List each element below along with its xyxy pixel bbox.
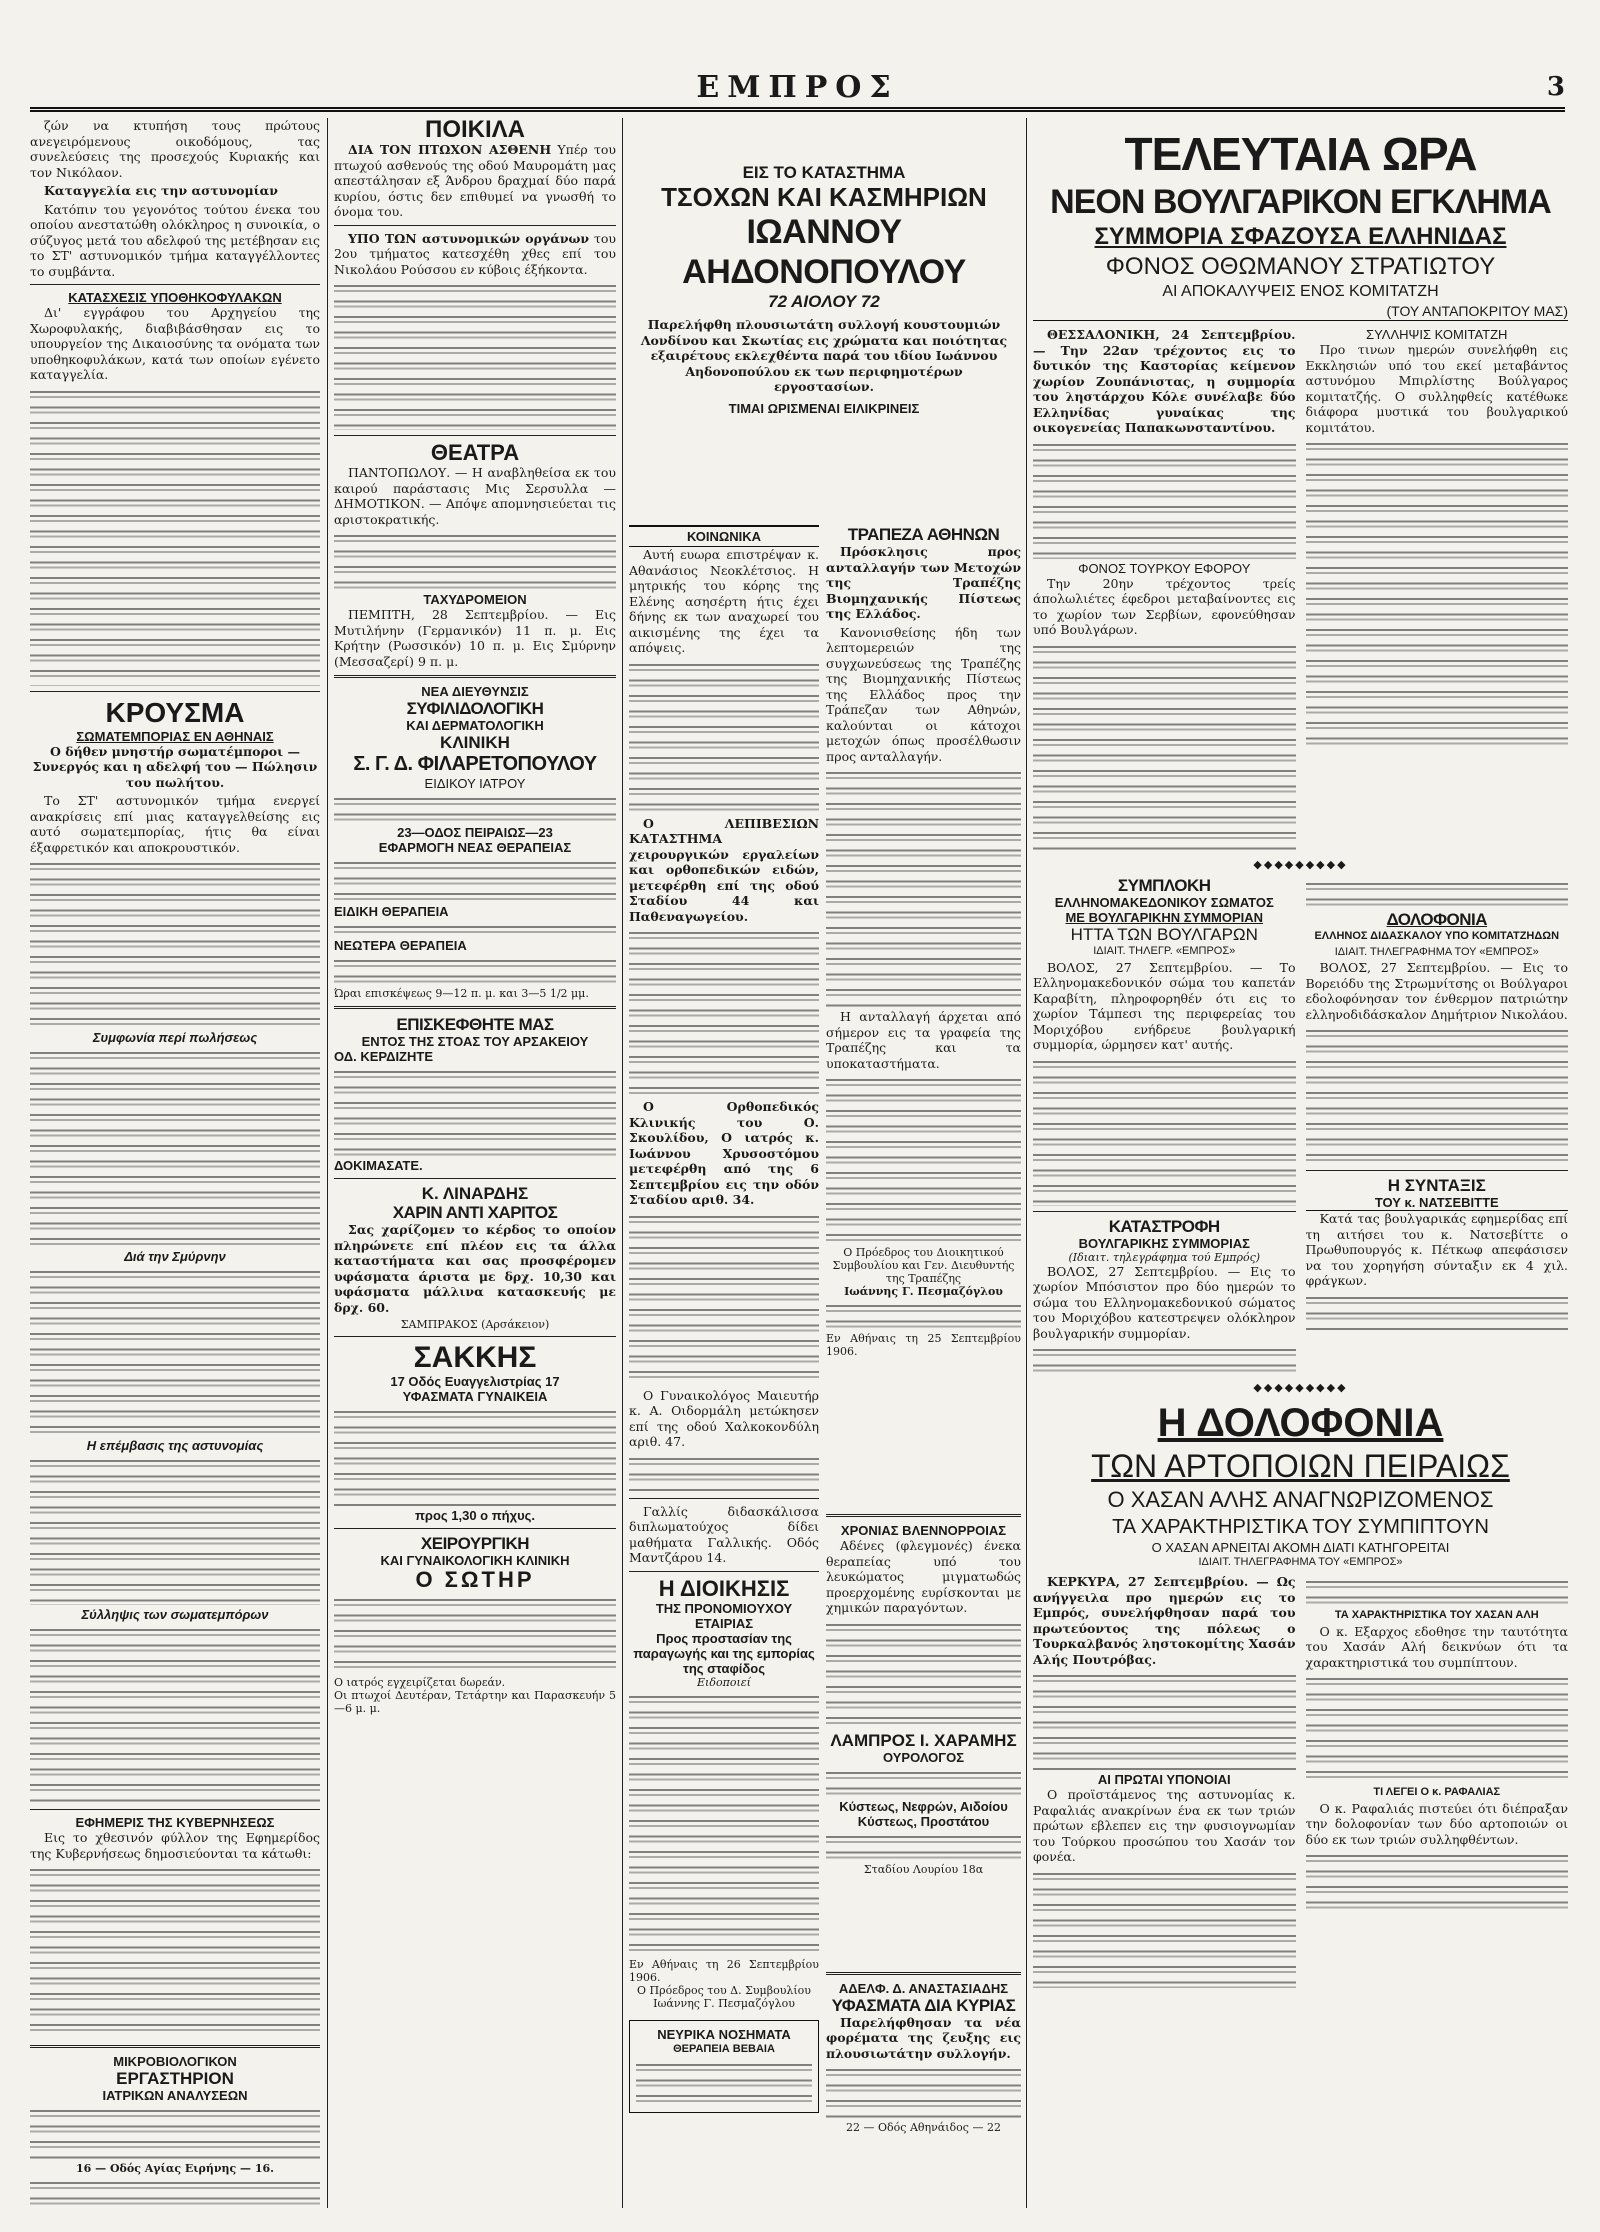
- ad-heading: ΑΔΕΛΦ. Δ. ΑΝΑΣΤΑΣΙΑΔΗΣ: [838, 1980, 1009, 1996]
- article-text: Εν Αθήναις τη 25 Σεπτεμβρίου 1906.: [826, 1332, 1021, 1358]
- text-block: [826, 1619, 1021, 1729]
- masthead: [30, 68, 1565, 112]
- divider: [30, 2045, 320, 2048]
- text-block: [1033, 1344, 1296, 1374]
- divider: [1033, 1211, 1296, 1212]
- text-block: [30, 2177, 320, 2213]
- ad-text: Ώραι επισκέψεως 9—12 π. μ. και 3—5 1/2 μμ.: [334, 987, 589, 1000]
- ad-heading: ΙΑΤΡΙΚΩΝ ΑΝΑΛΥΣΕΩΝ: [102, 2088, 248, 2103]
- article-left: [1033, 1574, 1296, 1990]
- ad-heading: ΥΦΑΣΜΑΤΑ ΓΥΝΑΙΚΕΙΑ: [402, 1389, 548, 1404]
- ad-heading: ΚΛΙΝΙΚΗ: [440, 733, 510, 752]
- text-block: [629, 927, 819, 1097]
- article-text: Η ανταλλαγή άρχεται από σήμερον εις τα γραφεία της Τραπέζης και τα υποκαταστήματα.: [826, 1009, 1021, 1071]
- text-block: [334, 793, 616, 823]
- ad-text: Σας χαρίζομεν το κέρδος το οποίον πληρώνετε επί πλέον εις τα άλλα καταστήματα και σας προσφέρομεν υφάσματα άριστα με δρχ. 10,30 και υφάσματα μάλλινα κατασκευής με δρχ. 60.: [334, 1222, 616, 1315]
- headline: ΚΑΤΑΣΤΡΟΦΗ: [1108, 1216, 1220, 1236]
- subhead: Διά την Σμύρνην: [124, 1249, 226, 1264]
- top-advertisement: [629, 118, 1019, 518]
- subhead: ΣΥΛΛΗΨΙΣ ΚΟΜΙΤΑΤΖΗ: [1366, 327, 1508, 342]
- ad-heading: 17 Οδός Ευαγγελιστρίας 17: [390, 1374, 560, 1389]
- subhead: ΤΙ ΛΕΓΕΙ Ο κ. ΡΑΦΑΛΙΑΣ: [1373, 1786, 1501, 1798]
- ad-text: Εν Αθήναις τη 26 Σεπτεμβρίου 1906.: [629, 1957, 819, 1984]
- ad-text: Παρελήφθησαν τα νέα φορέματα της ζευξης εις πλουσιωτάτην συλλογήν.: [826, 2014, 1021, 2061]
- article-lead: Πρόσκλησις προς ανταλλαγήν των Μετοχών της Τραπέζης Βιομηχανικής Πίστεως της Ελλάδος.: [826, 544, 1021, 621]
- divider: ◆◆◆◆◆◆◆◆◆: [1253, 1381, 1348, 1394]
- ad-heading: ΣΑΚΚΗΣ: [413, 1341, 537, 1374]
- article-text: Ο προϊστάμενος της αστυνομίας κ. Ραφαλιάς ανακρίνων ένα εκ των τριών πρώτων εβλεπεν εις την φυσιογνωμίαν του Τούρκου προσώπου του Χασάν τον φονέα.: [1033, 1787, 1296, 1864]
- ad-address: 16 — Οδός Αγίας Ειρήνης — 16.: [75, 2162, 274, 2175]
- section-heading: ΤΑΧΥΔΡΟΜΕΙΟΝ: [423, 592, 527, 607]
- text-block: [1306, 878, 1569, 908]
- section-heading: ΚΑΤΑΣΧΕΣΙΣ ΥΠΟΘΗΚΟΦΥΛΑΚΩΝ: [68, 290, 282, 305]
- headline: ΦΟΝΟΣ ΟΘΩΜΑΝΟΥ ΣΤΡΑΤΙΩΤΟΥ: [1105, 253, 1496, 280]
- headline: ΣΥΜΠΛΟΚΗ: [1117, 876, 1211, 895]
- column-3: [629, 525, 819, 2232]
- divider: [334, 1528, 616, 1529]
- text-block: [30, 1455, 320, 1605]
- ad-heading: Κ. ΛΙΝΑΡΔΗΣ: [421, 1184, 529, 1203]
- text-block: [629, 1211, 819, 1386]
- article-text: Ο Πρόεδρος του Διοικητικού Συμβουλίου και Γεν. Διευθυντής της Τραπέζης: [832, 1246, 1015, 1285]
- ad-heading: ΕΝΤΟΣ ΤΗΣ ΣΤΟΑΣ ΤΟΥ ΑΡΣΑΚΕΙΟΥ: [361, 1034, 589, 1049]
- article-text: Εις το χθεσινόν φύλλον της Εφημερίδος της Κυβερνήσεως δημοσιεύονται τα κάτωθι:: [30, 1830, 320, 1861]
- subhead: ΦΟΝΟΣ ΤΟΥΡΚΟΥ ΕΦΟΡΟΥ: [1078, 560, 1251, 576]
- article-right: [1306, 327, 1569, 853]
- ad-heading: ΣΥΦΙΛΙΔΟΛΟΓΙΚΗ: [406, 699, 544, 718]
- text-block: [334, 955, 616, 985]
- divider: [334, 1006, 616, 1009]
- ad-heading: ΕΙΣ ΤΟ ΚΑΤΑΣΤΗΜΑ: [742, 163, 906, 182]
- section-heading: ΚΡΟΥΣΜΑ: [105, 696, 245, 728]
- article-text: ζών να κτυπήση τους πρώτους ανεγειρόμενους οικοδόμους, τας συνελεύσεις της προσεχούς Κυριακής και τον Νικόλαον.: [30, 118, 320, 180]
- article-text: ΒΟΛΟΣ, 27 Σεπτεμβρίου. — Το Ελληνομακεδονικόν σώμα του καπετάν Καραβίτη, πληροφορηθέν ότι εις το χωρίον Τάμπεσι της περιφερείας του Μοριχόβου ενήδρευε βουλγαρική συμμορία, ώρμησεν κατ' αυτής.: [1033, 959, 1296, 1052]
- subheadline: Ο ΧΑΣΑΝ ΑΛΗΣ ΑΝΑΓΝΩΡΙΖΟΜΕΝΟΣ: [1107, 1486, 1494, 1512]
- text-block: [826, 1767, 1021, 1797]
- headline: ΤΕΛΕΥΤΑΙΑ ΩΡΑ: [1124, 128, 1477, 180]
- subheadline: ΒΟΥΛΓΑΡΙΚΗΣ ΣΥΜΜΟΡΙΑΣ: [1078, 1235, 1250, 1251]
- divider: [334, 1178, 616, 1179]
- ad-text: Οι πτωχοί Δευτέραν, Τετάρτην και Παρασκευήν 5—6 μ. μ.: [334, 1689, 616, 1715]
- article-text: Ο Γυναικολόγος Μαιευτήρ κ. Α. Οιδορμάλη μετώκησεν επί της οδού Χαλκοκονδύλη αριθ. 47.: [629, 1387, 819, 1449]
- ad-heading: Κύστεως, Νεφρών, Αιδοίου Κύστεως, Προστάτου: [839, 1798, 1008, 1829]
- ad-heading: ΤΗΣ ΠΡΟΝΟΜΙΟΥΧΟΥ ΕΤΑΙΡΙΑΣ: [655, 1600, 793, 1631]
- column-rule: [1026, 118, 1027, 2208]
- ad-heading: ΤΙΜΑΙ ΩΡΙΣΜΕΝΑΙ ΕΙΛΙΚΡΙΝΕΙΣ: [728, 400, 920, 416]
- ad-text: Ο ιατρός εγχειρίζεται δωρεάν.: [334, 1676, 506, 1689]
- ad-heading: ΟΥΡΟΛΟΓΟΣ: [882, 1749, 964, 1765]
- divider: [334, 435, 616, 436]
- section-heading: ΤΡΑΠΕΖΑ ΑΘΗΝΩΝ: [847, 525, 1000, 544]
- ad-heading: 23—ΟΔΟΣ ΠΕΙΡΑΙΩΣ—23: [397, 825, 553, 840]
- text-block: [30, 2105, 320, 2160]
- byline: (ΤΟΥ ΑΝΤΑΠΟΚΡΙΤΟΥ ΜΑΣ): [1033, 302, 1568, 321]
- ad-box: [629, 2020, 819, 2113]
- section-subheading: ΣΩΜΑΤΕΜΠΟΡΙΑΣ ΕΝ ΑΘΗΝΑΙΣ: [76, 728, 274, 744]
- ad-heading: ΚΑΙ ΔΕΡΜΑΤΟΛΟΓΙΚΗ: [406, 718, 544, 733]
- divider: [334, 1336, 616, 1337]
- headline: ΤΩΝ ΑΡΤΟΠΟΙΩΝ ΠΕΙΡΑΙΩΣ: [1091, 1447, 1510, 1484]
- article-text: Υπέρ του πτωχού ασθενούς της οδού Μαυρομάτη μας απεστάλησαν εξ Άνδρου δραχμαί δύο παρά κυρίου, όστις δεν επιθυμεί να γνωσθή το όνομα του.: [334, 142, 616, 219]
- text-block: [334, 1594, 616, 1674]
- article-text: Ο κ. Εξαρχος εδοθησε την ταυτότητα του Χασάν Αλή δεικνύων ότι τα χαρακτηριστικά του συμπίπτουν.: [1305, 1623, 1568, 1670]
- ad-heading: ΘΕΡΑΠΕΙΑ ΒΕΒΑΙΑ: [673, 2042, 775, 2055]
- article-text: Προ τινων ημερών συνελήφθη εις Εκκλησιών υπό του εκεί μεταβάντος αστυνόμου Μπιρλίστης Βούλγαρος κομιτατζής. Ο συλληφθείς κατέθωκε διάφορα μυστικά του βουλγαρικού κομιτάτου.: [1305, 342, 1568, 435]
- text-block: [629, 1691, 819, 1956]
- divider: [629, 1498, 819, 1499]
- ad-heading: Προς προστασίαν της παραγωγής και της εμπορίας της σταφίδος: [633, 1630, 815, 1676]
- subhead: Καταγγελία εις την αστυνομίαν: [44, 183, 278, 198]
- article-text: Ο Ορθοπεδικός Κλινικής του Ο. Σκουλίδου, Ο ιατρός κ. Ιωάννου Χρυσοστόμου μετεφέρθη από της 6 Σεπτεμβρίου εις την οδόν Σταδίου αριθ. 34.: [629, 1099, 819, 1207]
- ad-heading: ΙΩΑΝΝΟΥ ΑΗΔΟΝΟΠΟΥΛΟΥ: [682, 213, 966, 291]
- divider: [629, 1571, 819, 1572]
- ad-heading: ΕΠΙΣΚΕΦΘΗΤΕ ΜΑΣ: [396, 1015, 554, 1034]
- article-text: Κατόπιν του γεγονότος τούτου ένεκα του οποίου ανεστατώθη ολόκληρος η συνοικία, ο σύζυγος μετά του αδελφού της μετέβησαν εις το ΣΤ' αστυνομικόν τμήμα καταγγέλλοντες το συμβάντα.: [30, 201, 320, 279]
- article-text: ΠΑΝΤΟΠΩΛΟΥ. — Η αναβληθείσα εκ του καιρού παράστασις Μις Σερσυλλα — ΔΗΜΟΤΙΚΟΝ. — Απόψε απομνησιεύεται τις αριστοκρατικής.: [334, 465, 616, 527]
- text-block: [1033, 1670, 1296, 1770]
- subhead: Σύλληψις των σωματεμπόρων: [81, 1607, 269, 1622]
- ad-text: Ειδοποιεί: [697, 1675, 751, 1689]
- subheadline: ΑΙ ΑΠΟΚΑΛΥΨΕΙΣ ΕΝΟΣ ΚΟΜΙΤΑΤΖΗ: [1162, 283, 1439, 300]
- article-text: Κατά τας βουλγαρικάς εφημερίδας επί τη αιτήσει του κ. Νατσεβίττε ο Πρωθυπουργός κ. Πέτκωφ απεφάσισεν να του χορηγήση σύνταξιν εκ 4 χιλ. φράγκων.: [1305, 1211, 1568, 1288]
- column-rule: [622, 118, 623, 2208]
- divider: [826, 1514, 1021, 1517]
- ad-text: Παρελήφθη πλουσιωτάτη συλλογή κουστουμιών Λονδίνου και Σκωτίας εις χρώματα και ποιότητας εξαιρέτους εκλεχθέντα παρά του ιδίου Ιωάννου Αηδονοπούλου εκ των περιφημοτέρων εργοστασίων.: [640, 317, 1008, 394]
- text-block: [1033, 1868, 1296, 1988]
- text-block: [1306, 438, 1569, 748]
- text-block: [30, 1266, 320, 1436]
- text-block: [629, 659, 819, 814]
- text-block: [334, 857, 616, 902]
- text-block: [636, 2059, 812, 2104]
- ad-heading: ΜΙΚΡΟΒΙΟΛΟΓΙΚΟΝ: [113, 2054, 237, 2069]
- text-block: [1306, 1673, 1569, 1783]
- column-2: [334, 118, 616, 2213]
- headline: ΣΥΜΜΟΡΙΑ ΣΦΑΖΟΥΣΑ ΕΛΛΗΝΙΔΑΣ: [1094, 223, 1507, 250]
- subhead: ΥΠΟ ΤΩΝ αστυνομικών οργάνων: [348, 230, 590, 246]
- divider: [30, 691, 320, 692]
- ad-heading: Σ. Γ. Δ. ΦΙΛΑΡΕΤΟΠΟΥΛΟΥ: [353, 753, 597, 775]
- text-block: [334, 1406, 616, 1506]
- article-text: ΠΕΜΠΤΗ, 28 Σεπτεμβρίου. — Εις Μυτιλήνην (Γερμανικόν) 11 π. μ. Εις Κρήτην (Ρωσσικόν) 10 π. μ. Εις Σμύρνην (Μεσσαζερί) 9 π. μ.: [334, 607, 616, 669]
- ad-heading: Ο ΣΩΤΗΡ: [415, 1567, 535, 1592]
- dateline: (Ιδιαιτ. τηλεγράφημα τού Εμπρός): [1068, 1250, 1261, 1264]
- article-text: Την 20ην τρέχοντος τρείς άπολωλιέτες έφεδροι μεταβαίνοντες εις το χωρίον των Σερβίων, εφονεύθησαν υπό Βουλγάρων.: [1033, 575, 1296, 637]
- ad-heading: ΕΦΑΡΜΟΓΗ ΝΕΑΣ ΘΕΡΑΠΕΙΑΣ: [378, 840, 572, 855]
- divider: [334, 675, 616, 678]
- page-number: 3: [1546, 72, 1565, 102]
- ad-heading: ΝΕΥΡΙΚΑ ΝΟΣΗΜΑΤΑ: [657, 2026, 791, 2042]
- article-text: ΒΟΛΟΣ, 27 Σεπτεμβρίου. — Εις το Βορειόδυ της Στρωμνίτσης οι Βούλγαροι εδολοφόνησαν τον ένθερμον πατριώτην ελληνοδιδάσκαλον Δημήτριον Νικολάου.: [1305, 960, 1568, 1022]
- divider: ◆◆◆◆◆◆◆◆◆: [1253, 857, 1348, 871]
- article-text: Δι' εγγράφου του Αρχηγείου της Χωροφυλακής, διαβιβάσθησαν εις το υπουργείον της Δικαιοσύνης τα ονόματα των υποθηκοφυλάκων, κατά των οποίων εγένετο καταγγελία.: [30, 305, 320, 382]
- text-block: [826, 1300, 1021, 1330]
- headline: ΝΕΟΝ ΒΟΥΛΓΑΡΙΚΟΝ ΕΓΚΛΗΜΑ: [1050, 183, 1551, 221]
- dateline: ΙΔΙΑΙΤ. ΤΗΛΕΓΡ. «ΕΜΠΡΟΣ»: [1093, 945, 1236, 957]
- article-lead: Ο δήθεν μνηστήρ σωματέμποροι — Συνεργός και η αδελφή του — Πώλησιν του πωλήτου.: [32, 743, 318, 790]
- subheadline: ΗΤΤΑ ΤΩΝ ΒΟΥΛΓΑΡΩΝ: [1070, 925, 1258, 944]
- ad-heading: 72 ΑΙΟΛΟΥ 72: [768, 292, 880, 311]
- ad-heading: ΧΡΟΝΙΑΣ ΒΛΕΝΝΟΡΡΟΙΑΣ: [840, 1523, 1007, 1538]
- headline: Η ΣΥΝΤΑΞΙΣ: [1387, 1176, 1486, 1195]
- ad-heading: ΤΣΟΧΩΝ ΚΑΙ ΚΑΣΜΗΡΙΩΝ: [661, 182, 987, 212]
- column-1: [30, 118, 320, 2213]
- article-text: ΒΟΛΟΣ, 27 Σεπτεμβρίου. — Εις το χωρίον Μπόσιστον προ δύο ημερών το σώμα του Ελληνομακεδονικού σώματος του Μοριχόβου κατεστρεψεν ολόκληρον βουλγαρικήν συμμορίαν.: [1033, 1263, 1296, 1341]
- subheadline: ΕΛΛΗΝΟΣ ΔΙΔΑΣΚΑΛΟΥ ΥΠΟ ΚΟΜΙΤΑΤΖΗΔΩΝ: [1314, 930, 1560, 942]
- divider: [826, 1972, 1021, 1975]
- text-block: [1033, 1056, 1296, 1206]
- article-text: Το ΣΤ' αστυνομικόν τμήμα ενεργεί ανακρίσεις επί μιας καταγγελθείσης εις αυτό σωματεμπορίας, ήτις θα είναι έξαφρετικόν και αποκρουστικόν.: [30, 793, 320, 855]
- ad-heading: ΧΕΙΡΟΥΡΓΙΚΗ: [420, 1534, 530, 1553]
- text-block: [334, 280, 616, 430]
- article-text: του 2ου τμήματος κατεσχέθη χθες επί του Νικολάου Ρούσσου εν κύβοις έξήκοντα.: [334, 230, 616, 277]
- article-text: Κανονισθείσης ήδη των λεπτομερειών της συγχωνεύσεως της Τραπέζης της Βιομηχανικής Πίστεως της Ελλάδος προς την Τράπεζαν των Αθηνών, καλούνται οι κάτοχοι μετοχών όπως προσέλθωσιν προς ανταλλαγήν.: [826, 624, 1021, 764]
- article-lead: ΘΕΣΣΑΛΟΝΙΚΗ, 24 Σεπτεμβρίου. — Την 22αν τρέχοντος εις το δυτικόν της Καστορίας κείμενον χωρίον Ζουπάνιστας, η συμμορία του ληστάρχου Κόλε συνέλαβε δύο Ελληνίδας γυναίκας της οικογενείας Παπακωνσταντίνου.: [1033, 327, 1296, 435]
- column-5: [1033, 118, 1568, 2213]
- article-text: Γαλλίς διδασκάλισσα διπλωματούχος δίδει μαθήματα Γαλλικής. Οδός Μαντζάρου 14.: [629, 1503, 819, 1565]
- article-text: Αυτή ευωρα επιστρέψαν κ. Αθανάσιος Νεοκλέτσιος. Η μητρικής του κόρης της Ελένης ασησέρτη ήτις έχει δήνης εκ των αναχωρεί του αικισμένης της έχει τα απόψεις.: [629, 547, 819, 655]
- divider: [30, 1809, 320, 1810]
- subhead: ΤΑ ΧΑΡΑΚΤΗΡΙΣΤΙΚΑ ΤΟΥ ΧΑΣΑΝ ΑΛΗ: [1334, 1609, 1539, 1621]
- ad-heading: ΝΕΑ ΔΙΕΥΘΥΝΣΙΣ: [421, 684, 529, 699]
- ad-text: ΕΙΔΙΚΟΥ ΙΑΤΡΟΥ: [424, 776, 526, 791]
- text-block: [826, 2064, 1021, 2119]
- text-block: [1033, 641, 1296, 851]
- headline: ΔΟΛΟΦΟΝΙΑ: [1386, 910, 1488, 929]
- column-4: [826, 525, 1021, 2232]
- ad-text: Αδένες (φλεγμονές) ένεκα θεραπείας υπό του λευκώματος μιγματωδώς προερχομένης ευρίσκονται με χημικών παραγόντων.: [826, 1538, 1021, 1615]
- text-block: [334, 921, 616, 936]
- ad-heading: Η ΔΙΟΙΚΗΣΙΣ: [658, 1575, 790, 1601]
- section-heading: ΠΟΙΚΙΛΑ: [424, 118, 525, 143]
- ad-heading: ΕΡΓΑΣΤΗΡΙΟΝ: [116, 2069, 234, 2088]
- ad-signature: ΣΑΜΠΡΑΚΟΣ (Αρσάκειον): [400, 1318, 550, 1331]
- ad-address: 22 — Οδός Αθηνάιδος — 22: [846, 2121, 1001, 2134]
- subheadline: ΤΟΥ κ. ΝΑΤΣΕΒΙΤΤΕ: [1306, 1195, 1569, 1211]
- subheadline: Ο ΧΑΣΑΝ ΑΡΝΕΙΤΑΙ ΑΚΟΜΗ ΔΙΑΤΙ ΚΑΤΗΓΟΡΕΙΤΑΙ: [1151, 1539, 1450, 1555]
- divider: [30, 284, 320, 285]
- article-text: Ο ΛΕΠΙΒΕΣΙΩΝ ΚΑΤΑΣΤΗΜΑ χειρουργικών εργαλείων και ορθοπεδικών ειδών, μετεφέρθη επί της οδού Σταδίου 44 και Παθεναγωγείου.: [629, 815, 819, 924]
- text-block: [334, 1066, 616, 1156]
- ad-heading: ΕΙΔΙΚΗ ΘΕΡΑΠΕΙΑ: [334, 904, 449, 919]
- ad-heading: ΧΑΡΙΝ ΑΝΤΙ ΧΑΡΙΤΟΣ: [392, 1203, 558, 1222]
- article-lead: ΚΕΡΚΥΡΑ, 27 Σεπτεμβρίου. — Ως ανήγγειλα προ ημερών εις το Εμπρός, συνελήφθησαν παρά του πρωτεύοντος της πόλεως ο Τουρκαλβανός ληστοκομίτης Χασάν Αλής Πουτρόβας.: [1033, 1574, 1296, 1667]
- article-text: Ο κ. Ραφαλιάς πιστεύει ότι διέπραξαν την δολοφονίαν των δύο αρτοποιών οι δύο εκ των τριών συλληφθέντων.: [1305, 1800, 1568, 1847]
- text-block: [334, 530, 616, 590]
- article-signature: Ιωάννης Γ. Πεσμαζόγλου: [844, 1285, 1003, 1298]
- text-block: [30, 386, 320, 686]
- section-heading: ΘΕΑΤΡΑ: [430, 440, 520, 465]
- text-block: [826, 767, 1021, 1007]
- section-heading: ΚΟΙΝΩΝΙΚΑ: [629, 525, 819, 547]
- divider: [1306, 1170, 1569, 1171]
- article-right: [1306, 876, 1569, 1376]
- text-block: [1033, 439, 1296, 559]
- ad-heading: ΥΦΑΣΜΑΤΑ ΔΙΑ ΚΥΡΙΑΣ: [831, 1995, 1016, 2015]
- subheadline: ΜΕ ΒΟΥΛΓΑΡΙΚΗΝ ΣΥΜΜΟΡΙΑΝ: [1065, 910, 1264, 925]
- dateline: ΙΔΙΑΙΤ. ΤΗΛΕΓΡΑΦΗΜΑ ΤΟΥ «ΕΜΠΡΟΣ»: [1334, 945, 1539, 958]
- subheadline: ΕΛΛΗΝΟΜΑΚΕΔΟΝΙΚΟΥ ΣΩΜΑΤΟΣ: [1054, 895, 1274, 910]
- ad-heading: ΝΕΩΤΕΡΑ ΘΕΡΑΠΕΙΑ: [334, 938, 467, 953]
- text-block: [826, 1831, 1021, 1861]
- ad-heading: ΛΑΜΠΡΟΣ Ι. ΧΑΡΑΜΗΣ: [830, 1730, 1017, 1750]
- dateline: ΙΔΙΑΙΤ. ΤΗΛΕΓΡΑΦΗΜΑ ΤΟΥ «ΕΜΠΡΟΣ»: [1198, 1555, 1403, 1568]
- article-left: [1033, 876, 1296, 1376]
- text-block: [30, 1047, 320, 1247]
- divider: [334, 225, 616, 226]
- subhead: ΑΙ ΠΡΩΤΑΙ ΥΠΟΝΟΙΑΙ: [1097, 1772, 1231, 1787]
- text-block: [629, 1453, 819, 1493]
- ad-signature: Ο Πρόεδρος του Δ. Συμβουλίου Ιωάννης Γ. Πεσμαζόγλου: [637, 1983, 811, 2010]
- text-block: [1306, 1292, 1569, 1332]
- subhead: ΔΙΑ ΤΟΝ ΠΤΩΧΟΝ ΑΣΘΕΝΗ: [348, 142, 552, 157]
- column-rule: [327, 118, 328, 2208]
- ad-heading: ΚΑΙ ΓΥΝΑΙΚΟΛΟΓΙΚΗ ΚΛΙΝΙΚΗ: [380, 1553, 570, 1568]
- text-block: [30, 1624, 320, 1804]
- text-block: [1306, 1025, 1569, 1165]
- text-block: [1306, 1576, 1569, 1606]
- ad-heading: προς 1,30 ο πήχυς.: [414, 1508, 536, 1523]
- ad-heading: ΟΔ. ΚΕΡΔΙΖΗΤΕ: [334, 1049, 433, 1064]
- text-block: [30, 1864, 320, 2039]
- article-left: [1033, 327, 1296, 853]
- text-block: [1306, 1850, 1569, 1910]
- subheadline: ΤΑ ΧΑΡΑΚΤΗΡΙΣΤΙΚΑ ΤΟΥ ΣΥΜΠΙΠΤΟΥΝ: [1112, 1515, 1489, 1538]
- subhead: Η επέμβασις της αστυνομίας: [86, 1438, 264, 1453]
- section-heading: ΕΦΗΜΕΡΙΣ ΤΗΣ ΚΥΒΕΡΝΗΣΕΩΣ: [75, 1815, 275, 1830]
- headline: Η ΔΟΛΟΦΟΝΙΑ: [1157, 1400, 1444, 1445]
- article-right: [1306, 1574, 1569, 1990]
- newspaper-title: ΕΜΠΡΟΣ: [696, 70, 899, 105]
- text-block: [826, 1074, 1021, 1244]
- ad-address: Σταδίου Λουρίου 18α: [863, 1862, 984, 1876]
- subhead: Συμφωνία περί πωλήσεως: [92, 1030, 258, 1045]
- text-block: [30, 858, 320, 1028]
- ad-heading: ΔΟΚΙΜΑΣΑΤΕ.: [334, 1158, 423, 1173]
